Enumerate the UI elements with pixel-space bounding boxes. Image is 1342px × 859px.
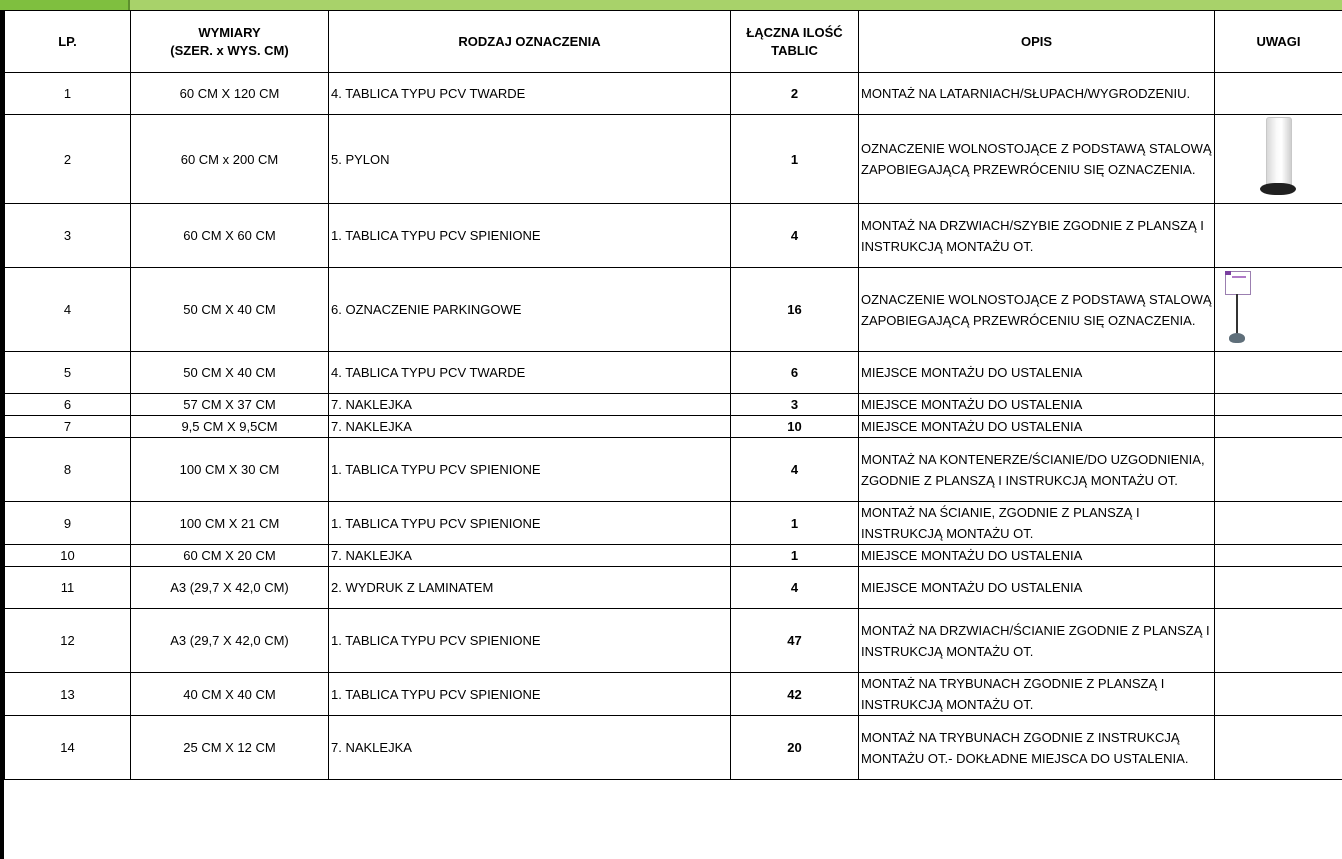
cell-lp[interactable]: 10 (5, 545, 131, 567)
cell-dimensions[interactable]: A3 (29,7 X 42,0 CM) (131, 609, 329, 673)
cell-lp[interactable]: 7 (5, 416, 131, 438)
cell-lp[interactable]: 12 (5, 609, 131, 673)
cell-lp[interactable]: 11 (5, 567, 131, 609)
cell-lp[interactable]: 2 (5, 115, 131, 204)
column-header-lp[interactable]: LP. (5, 11, 131, 73)
pylon-base (1260, 183, 1296, 195)
cell-dimensions[interactable]: 60 CM x 200 CM (131, 115, 329, 204)
cell-description[interactable]: OZNACZENIE WOLNOSTOJĄCE Z PODSTAWĄ STALOWĄ ZAPOBIEGAJĄCĄ PRZEWRÓCENIU SIĘ OZNACZENIA. (859, 268, 1215, 352)
header-dims-line2: (SZER. x WYS. CM) (170, 42, 289, 58)
cell-notes[interactable] (1215, 567, 1342, 609)
cell-description[interactable]: MIEJSCE MONTAŻU DO USTALENIA (859, 567, 1215, 609)
cell-notes[interactable] (1215, 115, 1342, 204)
cell-sign-type[interactable]: 1. TABLICA TYPU PCV SPIENIONE (329, 609, 731, 673)
cell-description[interactable]: MIEJSCE MONTAŻU DO USTALENIA (859, 394, 1215, 416)
spreadsheet[interactable] (0, 10, 1342, 859)
cell-quantity[interactable]: 1 (731, 115, 859, 204)
cell-notes[interactable] (1215, 416, 1342, 438)
cell-lp[interactable]: 4 (5, 268, 131, 352)
cell-notes[interactable] (1215, 394, 1342, 416)
table-body (5, 73, 1342, 780)
cell-sign-type[interactable]: 7. NAKLEJKA (329, 545, 731, 567)
cell-notes[interactable] (1215, 716, 1342, 780)
table-row (5, 716, 1342, 780)
column-header-type[interactable]: RODZAJ OZNACZENIA (329, 11, 731, 73)
cell-sign-type[interactable]: 7. NAKLEJKA (329, 416, 731, 438)
table-row (5, 502, 1342, 545)
table-row (5, 268, 1342, 352)
cell-description[interactable]: MONTAŻ NA KONTENERZE/ŚCIANIE/DO UZGODNIENIA, ZGODNIE Z PLANSZĄ I INSTRUKCJĄ MONTAŻU OT. (859, 438, 1215, 502)
parking-sign-base (1229, 333, 1245, 343)
cell-quantity[interactable]: 42 (731, 673, 859, 716)
cell-notes[interactable] (1215, 502, 1342, 545)
cell-lp[interactable]: 6 (5, 394, 131, 416)
parking-sign-image (1223, 269, 1253, 345)
cell-quantity[interactable]: 20 (731, 716, 859, 780)
cell-lp[interactable]: 3 (5, 204, 131, 268)
table-row (5, 673, 1342, 716)
cell-dimensions[interactable]: 40 CM X 40 CM (131, 673, 329, 716)
cell-notes[interactable] (1215, 204, 1342, 268)
parking-sign-pole (1236, 294, 1238, 334)
cell-dimensions[interactable]: 100 CM X 30 CM (131, 438, 329, 502)
column-header-notes[interactable]: UWAGI (1215, 11, 1342, 73)
cell-notes[interactable] (1215, 438, 1342, 502)
cell-dimensions[interactable]: 25 CM X 12 CM (131, 716, 329, 780)
cell-sign-type[interactable]: 4. TABLICA TYPU PCV TWARDE (329, 352, 731, 394)
cell-notes[interactable] (1215, 609, 1342, 673)
cell-description[interactable]: OZNACZENIE WOLNOSTOJĄCE Z PODSTAWĄ STALOWĄ ZAPOBIEGAJĄCĄ PRZEWRÓCENIU SIĘ OZNACZENIA. (859, 115, 1215, 204)
cell-dimensions[interactable]: 60 CM X 120 CM (131, 73, 329, 115)
table-row (5, 73, 1342, 115)
table-row (5, 204, 1342, 268)
cell-sign-type[interactable]: 1. TABLICA TYPU PCV SPIENIONE (329, 438, 731, 502)
cell-notes[interactable] (1215, 673, 1342, 716)
cell-quantity[interactable]: 10 (731, 416, 859, 438)
cell-description[interactable]: MONTAŻ NA LATARNIACH/SŁUPACH/WYGRODZENIU. (859, 73, 1215, 115)
cell-sign-type[interactable]: 2. WYDRUK Z LAMINATEM (329, 567, 731, 609)
cell-sign-type[interactable]: 1. TABLICA TYPU PCV SPIENIONE (329, 204, 731, 268)
cell-sign-type[interactable]: 1. TABLICA TYPU PCV SPIENIONE (329, 673, 731, 716)
cell-description[interactable]: MIEJSCE MONTAŻU DO USTALENIA (859, 352, 1215, 394)
pylon-body (1266, 117, 1292, 187)
cell-sign-type[interactable]: 5. PYLON (329, 115, 731, 204)
cell-description[interactable]: MONTAŻ NA TRYBUNACH ZGODNIE Z PLANSZĄ I INSTRUKCJĄ MONTAŻU OT. (859, 673, 1215, 716)
column-header-description[interactable]: OPIS (859, 11, 1215, 73)
column-header-dimensions[interactable] (131, 11, 329, 73)
cell-lp[interactable]: 5 (5, 352, 131, 394)
table-row (5, 394, 1342, 416)
cell-quantity[interactable]: 4 (731, 204, 859, 268)
cell-lp[interactable]: 9 (5, 502, 131, 545)
cell-quantity[interactable]: 1 (731, 545, 859, 567)
header-dims-line1: WYMIARY (198, 24, 261, 40)
cell-description[interactable]: MONTAŻ NA TRYBUNACH ZGODNIE Z INSTRUKCJĄ MONTAŻU OT.- DOKŁADNE MIEJSCA DO USTALENIA. (859, 716, 1215, 780)
cell-description[interactable]: MONTAŻ NA DRZWIACH/SZYBIE ZGODNIE Z PLANSZĄ I INSTRUKCJĄ MONTAŻU OT. (859, 204, 1215, 268)
cell-dimensions[interactable]: 9,5 CM X 9,5CM (131, 416, 329, 438)
cell-quantity[interactable]: 1 (731, 502, 859, 545)
cell-quantity[interactable]: 2 (731, 73, 859, 115)
table-row (5, 545, 1342, 567)
cell-lp[interactable]: 13 (5, 673, 131, 716)
table-row (5, 352, 1342, 394)
cell-description[interactable]: MONTAŻ NA ŚCIANIE, ZGODNIE Z PLANSZĄ I INSTRUKCJĄ MONTAŻU OT. (859, 502, 1215, 545)
cell-quantity[interactable]: 16 (731, 268, 859, 352)
cell-sign-type[interactable]: 7. NAKLEJKA (329, 394, 731, 416)
cell-quantity[interactable]: 4 (731, 567, 859, 609)
table-row (5, 438, 1342, 502)
cell-quantity[interactable]: 6 (731, 352, 859, 394)
cell-dimensions[interactable]: 50 CM X 40 CM (131, 268, 329, 352)
cell-dimensions[interactable]: 60 CM X 20 CM (131, 545, 329, 567)
cell-dimensions[interactable]: 100 CM X 21 CM (131, 502, 329, 545)
cell-quantity[interactable]: 3 (731, 394, 859, 416)
signage-table (4, 10, 1342, 780)
cell-notes[interactable] (1215, 352, 1342, 394)
cell-sign-type[interactable]: 7. NAKLEJKA (329, 716, 731, 780)
cell-notes[interactable] (1215, 268, 1342, 352)
table-row (5, 115, 1342, 204)
header-bar-right-cell (130, 0, 1342, 10)
table-row (5, 416, 1342, 438)
cell-description[interactable]: MIEJSCE MONTAŻU DO USTALENIA (859, 545, 1215, 567)
cell-quantity[interactable]: 4 (731, 438, 859, 502)
header-qty-line2: TABLIC (771, 42, 818, 58)
cell-dimensions[interactable]: 50 CM X 40 CM (131, 352, 329, 394)
cell-description[interactable]: MIEJSCE MONTAŻU DO USTALENIA (859, 416, 1215, 438)
table-row (5, 567, 1342, 609)
header-bar-left-cell (0, 0, 128, 10)
cell-notes[interactable] (1215, 73, 1342, 115)
cell-lp[interactable]: 8 (5, 438, 131, 502)
header-qty-line1: ŁĄCZNA ILOŚĆ (746, 24, 843, 40)
cell-description[interactable]: MONTAŻ NA DRZWIACH/ŚCIANIE ZGODNIE Z PLANSZĄ I INSTRUKCJĄ MONTAŻU OT. (859, 609, 1215, 673)
cell-sign-type[interactable]: 4. TABLICA TYPU PCV TWARDE (329, 73, 731, 115)
cell-sign-type[interactable]: 6. OZNACZENIE PARKINGOWE (329, 268, 731, 352)
parking-sign-text-mark (1232, 276, 1246, 278)
cell-lp[interactable]: 14 (5, 716, 131, 780)
sheet-header-bar (0, 0, 1342, 10)
pylon-image (1260, 117, 1298, 197)
cell-dimensions[interactable]: 60 CM X 60 CM (131, 204, 329, 268)
cell-sign-type[interactable]: 1. TABLICA TYPU PCV SPIENIONE (329, 502, 731, 545)
cell-dimensions[interactable]: A3 (29,7 X 42,0 CM) (131, 567, 329, 609)
column-header-quantity[interactable] (731, 11, 859, 73)
cell-notes[interactable] (1215, 545, 1342, 567)
cell-quantity[interactable]: 47 (731, 609, 859, 673)
cell-dimensions[interactable]: 57 CM X 37 CM (131, 394, 329, 416)
table-row (5, 609, 1342, 673)
header-row (5, 11, 1342, 73)
parking-sign-logo (1225, 271, 1231, 275)
cell-lp[interactable]: 1 (5, 73, 131, 115)
